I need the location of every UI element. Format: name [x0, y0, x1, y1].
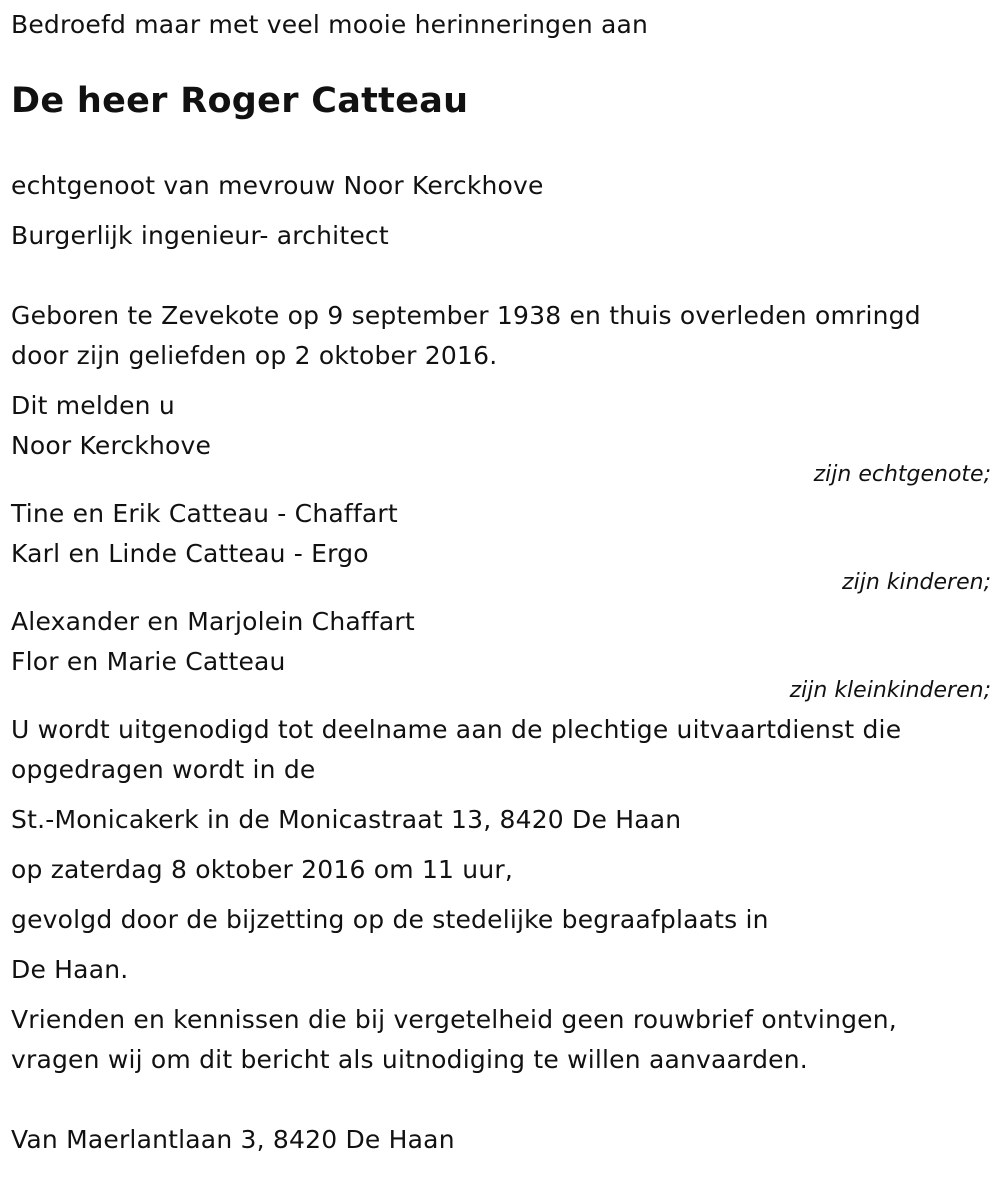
announce-text: Dit melden u: [11, 391, 175, 420]
friends-note: Vrienden en kennissen die bij vergetelheid geen rouwbrief ontvingen, vragen wij om dit bericht als uitnodiging te willen aanvaarden.: [11, 1005, 897, 1074]
family-relation: zijn kleinkinderen;: [789, 678, 991, 703]
family-member: Noor Kerckhove: [11, 431, 212, 460]
deceased-name: De heer Roger Catteau: [11, 81, 469, 121]
birth-death-text: Geboren te Zevekote op 9 september 1938 en thuis overleden omringd door zijn geliefden op 2 oktober 2016.: [11, 301, 921, 370]
burial-place: De Haan.: [11, 955, 129, 984]
church-location: St.-Monicakerk in de Monicastraat 13, 8420 De Haan: [11, 805, 682, 834]
family-member: Flor en Marie Catteau: [11, 647, 286, 676]
family-group-children: [11, 494, 991, 596]
intro-text: Bedroefd maar met veel mooie herinneringen aan: [11, 10, 649, 39]
family-relation: zijn echtgenote;: [813, 462, 991, 487]
family-group-grandchildren: [11, 602, 991, 704]
family-relation: zijn kinderen;: [842, 570, 991, 595]
home-address: Van Maerlantlaan 3, 8420 De Haan: [11, 1125, 455, 1154]
family-member: Tine en Erik Catteau - Chaffart: [11, 499, 398, 528]
service-date: op zaterdag 8 oktober 2016 om 11 uur,: [11, 855, 514, 884]
profession-line: Burgerlijk ingenieur- architect: [11, 221, 389, 250]
burial-text: gevolgd door de bijzetting op de stedelijke begraafplaats in: [11, 905, 769, 934]
family-group-spouse: [11, 426, 991, 488]
invitation-text: U wordt uitgenodigd tot deelname aan de plechtige uitvaartdienst die opgedragen wordt in de: [11, 715, 902, 784]
family-member: Karl en Linde Catteau - Ergo: [11, 539, 369, 568]
spouse-line: echtgenoot van mevrouw Noor Kerckhove: [11, 171, 544, 200]
obituary-notice: [11, 5, 991, 1160]
family-member: Alexander en Marjolein Chaffart: [11, 607, 415, 636]
